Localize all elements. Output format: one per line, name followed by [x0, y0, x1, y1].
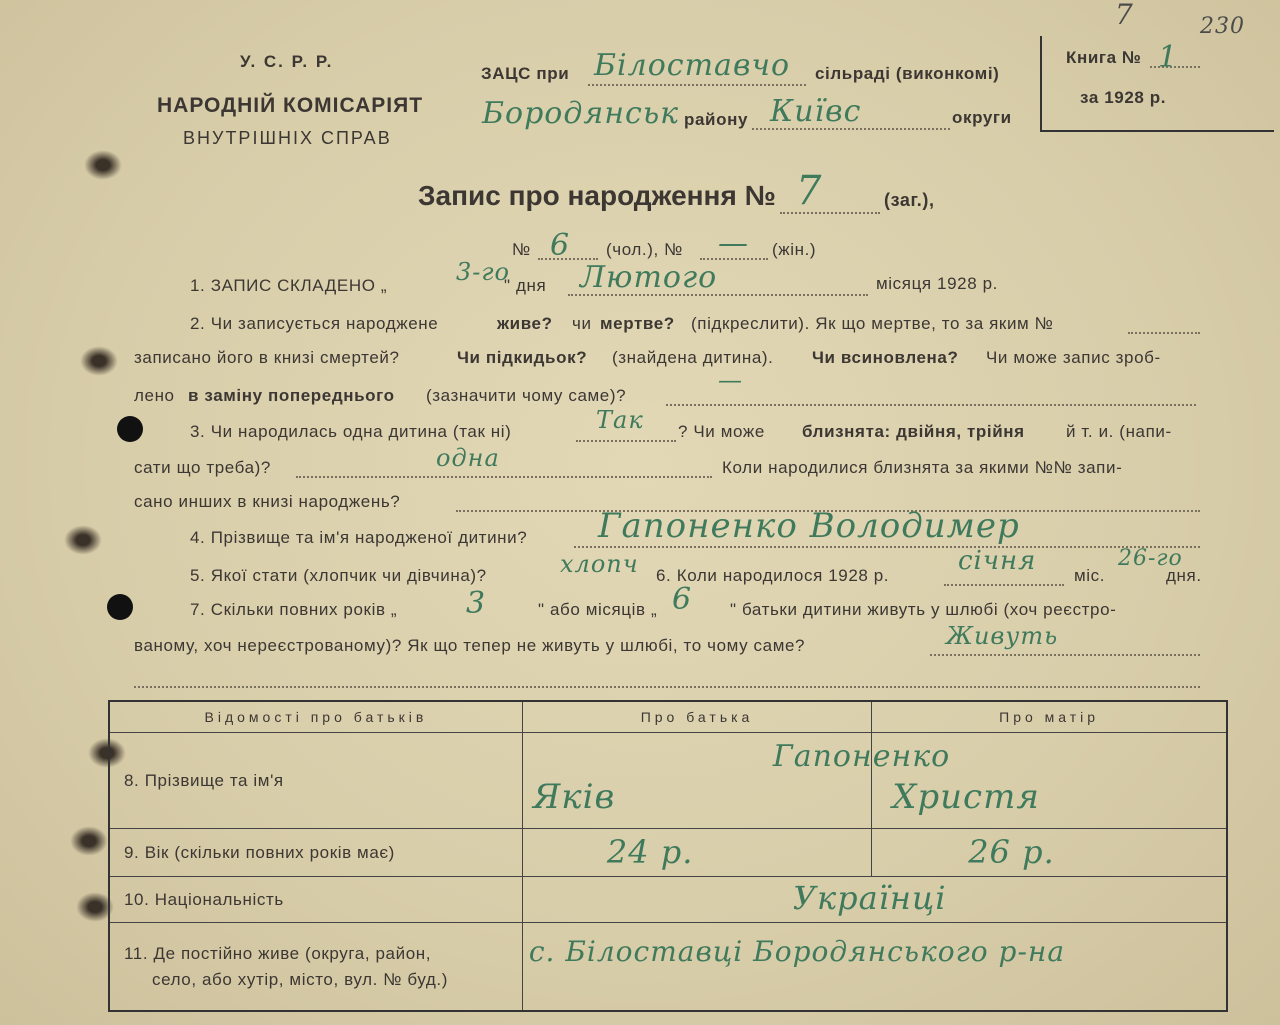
- staple-mark: [64, 525, 102, 555]
- ussr-label: У. С. Р. Р.: [240, 52, 334, 71]
- book-label: Книга №: [1066, 48, 1142, 67]
- q2-line3-label: лено: [134, 386, 175, 405]
- q2-found-child: (знайдена дитина).: [612, 348, 774, 367]
- mother-age-handwritten: 26 р.: [968, 833, 1055, 871]
- column-header: Відомості про батьків: [109, 701, 522, 733]
- q3-line3-label: сано инших в книзі народжень?: [134, 492, 401, 511]
- q3-handwritten: Так: [596, 406, 644, 434]
- internal-affairs-label: ВНУТРІШНІХ СПРАВ: [183, 128, 392, 148]
- q2-label: 2. Чи записується народжене: [190, 314, 439, 333]
- record-number-handwritten: 7: [796, 168, 823, 214]
- nationality-cell: [522, 877, 1227, 923]
- q3-etc: й т. и. (напи-: [1066, 422, 1172, 441]
- married-years-handwritten: 3: [466, 586, 487, 621]
- address-handwritten: с. Білоставці Бородянського р-на: [528, 935, 1066, 968]
- q6-label: 6. Коли народилося 1928 р.: [656, 566, 890, 585]
- district-label: району: [684, 110, 748, 129]
- book-year-label: за 1928 р.: [1080, 88, 1167, 107]
- row-label-line: 11. Де постійно живе (округа, район,: [124, 943, 432, 963]
- table-row: [109, 733, 1227, 829]
- q3-count-handwritten: одна: [436, 444, 500, 472]
- q3-twins: близнята: двійня, трійня: [802, 422, 1025, 441]
- column-header: Про матір: [872, 701, 1227, 733]
- staple-mark: [80, 346, 118, 376]
- q2-handwritten: —: [718, 366, 743, 394]
- q7-line2-label: ваному, хоч нереєстрованому)? Як що тепер не живуть у шлюбі, то чому саме?: [134, 636, 806, 655]
- birth-month-handwritten: січня: [958, 546, 1037, 576]
- q1-month-label: місяця 1928 р.: [876, 274, 998, 293]
- surname-common-handwritten: Гапоненко: [772, 739, 951, 774]
- table-row: [109, 923, 1227, 1012]
- village-council-label: сільраді (виконкомі): [815, 64, 1000, 83]
- row-label: [109, 923, 522, 1012]
- title-suffix: (заг.),: [884, 190, 935, 210]
- child-name-handwritten: Гапоненко Володимер: [598, 506, 1020, 546]
- living-together-handwritten: Живуть: [946, 622, 1059, 650]
- father-age-handwritten: 24 р.: [606, 833, 694, 871]
- district-handwritten: Бородянськ: [482, 96, 680, 131]
- q4-label: 4. Прізвище та ім'я народженої дитини?: [190, 528, 528, 547]
- staple-mark: [84, 150, 122, 180]
- column-header: Про батька: [522, 701, 871, 733]
- nationality-handwritten: Українці: [792, 879, 947, 917]
- q7-months-label: " або місяців „: [538, 600, 658, 619]
- father-name-handwritten: Яків: [532, 777, 616, 817]
- parents-table: [108, 700, 1228, 1012]
- no-label: №: [512, 240, 531, 259]
- q1-month-handwritten: Лютого: [580, 260, 718, 295]
- q7-rest: " батьки дитини живуть у шлюбі (хоч реєстро-: [730, 600, 1117, 619]
- married-months-handwritten: 6: [672, 582, 693, 617]
- q1-label: 1. ЗАПИС СКЛАДЕНО „: [190, 276, 388, 295]
- father-cell: [522, 733, 951, 829]
- q2-replacement: Чи може запис зроб-: [986, 348, 1161, 367]
- q2-alive: живе?: [497, 314, 553, 333]
- father-age-cell: [522, 829, 871, 877]
- q1-day-label: " дня: [504, 276, 547, 295]
- mother-cell: [872, 733, 1227, 829]
- corner-mark: 7: [1115, 0, 1134, 31]
- q1-day-handwritten: 3-го: [456, 258, 510, 286]
- q3-maybe: ? Чи може: [678, 422, 765, 441]
- q2-replacement-bold: в заміну попереднього: [188, 386, 395, 405]
- q2-rest: (підкреслити). Як що мертве, то за яким №: [691, 314, 1054, 333]
- q3-label: 3. Чи народилась одна дитина (так ні): [190, 422, 512, 441]
- female-number-handwritten: —: [718, 226, 749, 261]
- binder-hole-top: [117, 416, 143, 442]
- village-handwritten: Білоставчо: [594, 48, 791, 83]
- q2-adopted: Чи всиновлена?: [812, 348, 959, 367]
- row-label: 9. Вік (скільки повних років має): [109, 829, 522, 877]
- commissariat-label: НАРОДНІЙ КОМІСАРІЯТ: [157, 94, 424, 117]
- q3-twins-when: Коли народилися близнята за якими №№ запи-: [722, 458, 1123, 477]
- birth-day-handwritten: 26-го: [1118, 546, 1183, 571]
- month-label: міс.: [1074, 566, 1106, 585]
- staple-mark: [70, 826, 108, 856]
- table-row: [109, 829, 1227, 877]
- q3-line2-label: сати що треба)?: [134, 458, 271, 477]
- mother-age-cell: [872, 829, 1227, 877]
- address-cell: [522, 923, 1227, 1012]
- row-label: 10. Національність: [109, 877, 522, 923]
- mother-name-handwritten: Христя: [892, 777, 1040, 817]
- row-label-line: село, або хутір, місто, вул. № буд.): [152, 969, 449, 989]
- table-header-row: [109, 701, 1227, 733]
- q2-dead: мертве?: [600, 314, 675, 333]
- page-title: Запис про народження №: [418, 180, 776, 211]
- binder-hole-bottom: [107, 594, 133, 620]
- male-label: (чол.), №: [606, 240, 683, 259]
- day-label: дня.: [1166, 566, 1202, 585]
- zags-label: ЗАЦС при: [481, 64, 570, 83]
- sex-handwritten: хлопч: [560, 550, 639, 578]
- okrug-label: округи: [952, 108, 1012, 127]
- okrug-handwritten: Київс: [770, 94, 862, 129]
- book-number-handwritten: 1: [1158, 40, 1179, 75]
- q5-label: 5. Якої стати (хлопчик чи дівчина)?: [190, 566, 487, 585]
- table-row: [109, 877, 1227, 923]
- q2-foundling: Чи підкидьок?: [457, 348, 588, 367]
- row-label: 8. Прізвище та ім'я: [109, 733, 522, 829]
- corner-number: 230: [1200, 14, 1245, 39]
- male-number-handwritten: 6: [550, 228, 571, 263]
- female-label: (жін.): [772, 240, 817, 259]
- q2-or: чи: [572, 314, 592, 333]
- q7-label: 7. Скільки повних років „: [190, 600, 398, 619]
- q2-specify: (зазначити чому саме)?: [426, 386, 627, 405]
- q2-line2-label: записано його в книзі смертей?: [134, 348, 400, 367]
